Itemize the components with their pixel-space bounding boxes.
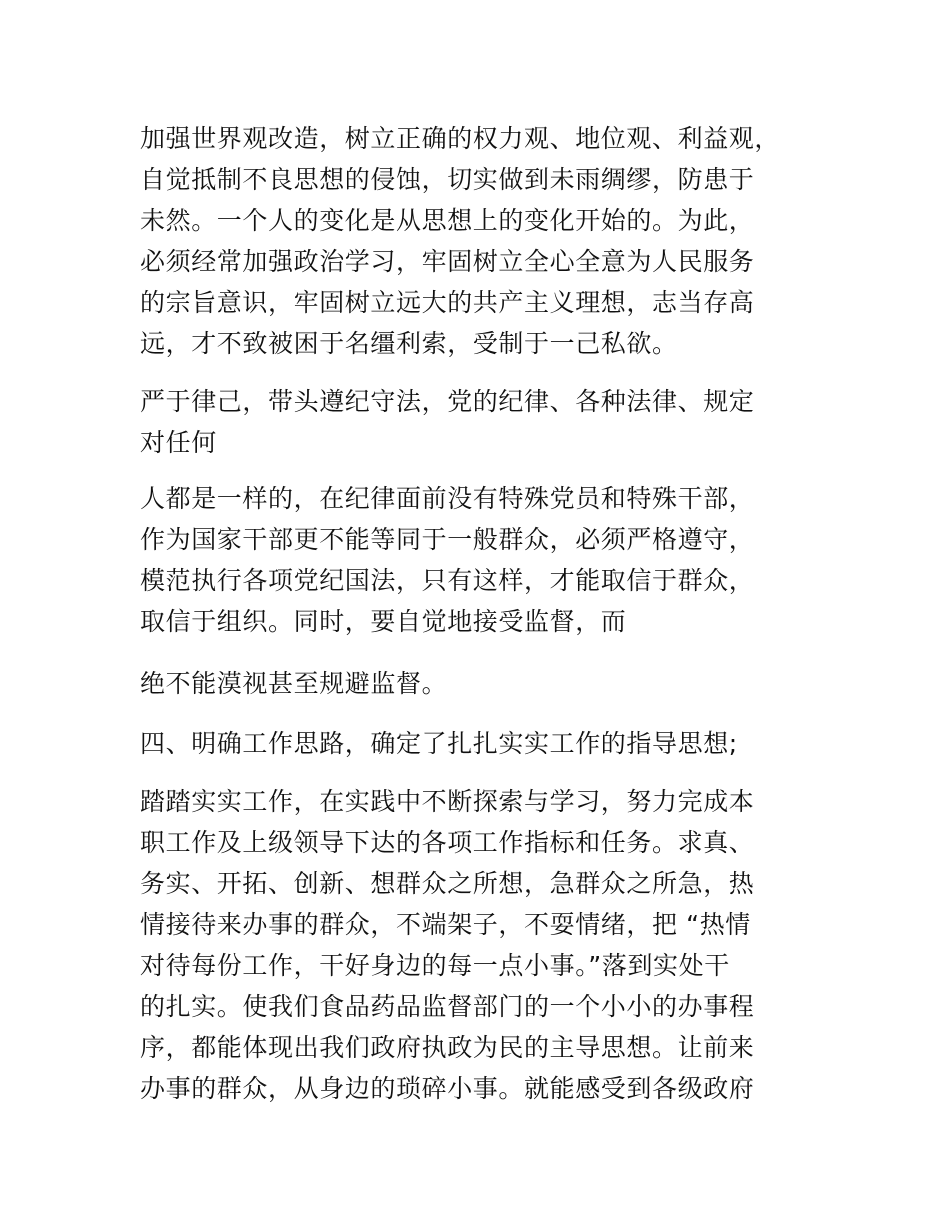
section-heading-four (140, 723, 820, 764)
paragraph-self-discipline (140, 381, 820, 463)
paragraph-work-practice (140, 781, 820, 1109)
text-line: 模范执行各项党纪国法，只有这样，才能取信于群众， (140, 566, 755, 595)
paragraph-supervision (140, 663, 820, 704)
text-line: 绝不能漠视甚至规避监督。 (140, 669, 448, 698)
text-line: 取信于组织。同时，要自觉地接受监督，而 (140, 607, 627, 636)
paragraph-worldview (140, 118, 820, 364)
heading-line: 四、明确工作思路，确定了扎扎实实工作的指导思想; (140, 729, 738, 758)
text-line: 对任何 (140, 428, 217, 457)
text-line: 严于律己，带头遵纪守法，党的纪律、各种法律、规定 (140, 387, 755, 416)
text-line: 加强世界观改造，树立正确的权力观、地位观、利益观， (140, 124, 781, 153)
text-line: 踏踏实实工作，在实践中不断探索与学习，努力完成本 (140, 787, 755, 816)
text-line: 职工作及上级领导下达的各项工作指标和任务。求真、 (140, 828, 755, 857)
text-line: 未然。一个人的变化是从思想上的变化开始的。为此， (140, 206, 755, 235)
text-line: 人都是一样的，在纪律面前没有特殊党员和特殊干部， (140, 484, 755, 513)
text-line: 序，都能体现出我们政府执政为民的主导思想。让前来 (140, 1033, 755, 1062)
text-line: 情接待来办事的群众，不端架子，不耍情绪，把 “热情 (140, 910, 751, 939)
text-line: 必须经常加强政治学习，牢固树立全心全意为人民服务 (140, 247, 755, 276)
text-line: 的扎实。使我们食品药品监督部门的一个小小的办事程 (140, 992, 755, 1021)
paragraph-discipline-equality (140, 478, 820, 642)
text-line: 务实、开拓、创新、想群众之所想，急群众之所急，热 (140, 869, 755, 898)
text-line: 远，才不致被困于名缰利索，受制于一己私欲。 (140, 329, 678, 358)
text-line: 自觉抵制不良思想的侵蚀，切实做到未雨绸缪，防患于 (140, 165, 755, 194)
text-line: 对待每份工作，干好身边的每一点小事。”落到实处干 (140, 951, 730, 980)
text-line: 的宗旨意识，牢固树立远大的共产主义理想，志当存高 (140, 288, 755, 317)
text-line: 作为国家干部更不能等同于一般群众，必须严格遵守， (140, 525, 755, 554)
text-line: 办事的群众，从身边的琐碎小事。就能感受到各级政府 (140, 1074, 755, 1103)
